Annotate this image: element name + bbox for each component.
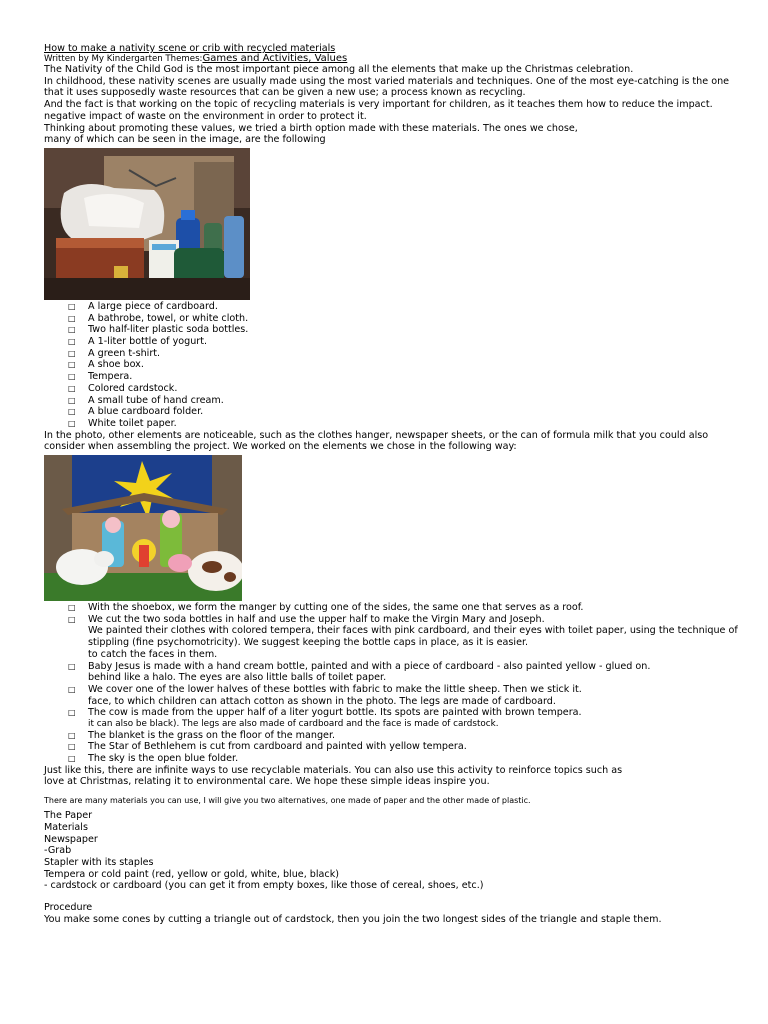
intro-paragraph-5: many of which can be seen in the image, are the following (44, 134, 326, 146)
intro-paragraph-2: In childhood, these nativity scenes are usually made using the most varied materials and techniques. One of the most eye-catching is the one that it uses supposedly waste resources that can be given a new use; a process known as recycling. (44, 75, 730, 99)
list-item: □ A large piece of cardboard. (68, 300, 218, 312)
bullet-icon: □ (68, 360, 76, 370)
bullet-icon: □ (68, 418, 76, 428)
list-item: □ Two half-liter plastic soda bottles. (68, 324, 249, 336)
bullet-icon: □ (68, 684, 76, 694)
list-item: □ The cow is made from the upper half of a liter yogurt bottle. Its spots are painted with brown tempera. it can also be black). The legs are also made of cardboard and the face is made of cardstock. (68, 707, 582, 730)
steps-list (44, 602, 740, 765)
list-item: □ A small tube of hand cream. (68, 394, 224, 406)
bullet-icon: □ (68, 661, 76, 671)
list-item: □ The Star of Bethlehem is cut from cardboard and painted with yellow tempera. (68, 741, 467, 753)
list-item: □ With the shoebox, we form the manger by cutting one of the sides, the same one that serves as a roof. (68, 602, 584, 614)
list-item: □ A bathrobe, towel, or white cloth. (68, 312, 249, 324)
bullet-icon: □ (68, 383, 76, 393)
conclusion-line-2: love at Christmas, relating it to environmental care. We hope these simple ideas inspire you. (44, 776, 490, 788)
bullet-icon: □ (68, 708, 76, 718)
list-item: □ White toilet paper. (68, 417, 177, 429)
intro-paragraph-3: And the fact is that working on the topic of recycling materials is very important for children, as it teaches them how to reduce the impact. negative impact of waste on the environment in order to protect it. (44, 99, 713, 122)
list-item: □ A green t-shirt. (68, 347, 161, 359)
paper-heading: The Paper (44, 810, 93, 822)
list-item: □ The blanket is the grass on the floor of the manger. (68, 729, 336, 741)
category-link[interactable]: Games and Activities, Values (202, 53, 348, 64)
middle-paragraph: In the photo, other elements are noticeable, such as the clothes hanger, newspaper sheets, or the can of formula milk that you could also consider when assembling the project. We worked on the elements we chose in the following way: (44, 429, 709, 453)
spacer (44, 892, 740, 902)
bullet-icon: □ (68, 313, 76, 323)
paper-item: Newspaper (44, 833, 98, 845)
paper-item: -Grab (44, 845, 72, 857)
materials-list (44, 301, 740, 430)
list-item: □ Colored cardstock. (68, 382, 178, 394)
bullet-icon: □ (68, 407, 76, 417)
intro-paragraph-4: Thinking about promoting these values, we tried a birth option made with these materials. The ones we chose, (44, 122, 578, 134)
bullet-icon: □ (68, 325, 76, 335)
bullet-icon: □ (68, 742, 76, 752)
list-item: □ A blue cardboard folder. (68, 406, 204, 418)
list-item: □ Tempera. (68, 371, 133, 383)
paper-materials-heading: Materials (44, 821, 88, 833)
procedure-heading: Procedure (44, 902, 93, 914)
conclusion-line-1: Just like this, there are infinite ways to use recyclable materials. You can also use this activity to reinforce topics such as (44, 764, 623, 776)
list-item: □ Baby Jesus is made with a hand cream bottle, painted and with a piece of cardboard - also painted yellow - glued on. behind like a halo. The eyes are also little balls of toilet paper. (68, 660, 651, 684)
bullet-icon: □ (68, 754, 76, 763)
bullet-icon: □ (68, 603, 76, 613)
materials-photo (44, 148, 250, 300)
list-item: □ A 1-liter bottle of yogurt. (68, 336, 208, 348)
materials-photo-image (44, 148, 250, 300)
list-item: □ We cover one of the lower halves of these bottles with fabric to make the little sheep. Then we stick it. face, to which children can attach cotton as shown in the photo. The legs are made of cardboard. (68, 683, 582, 707)
byline-prefix: Written by My Kindergarten Themes: (44, 54, 203, 64)
bullet-icon: □ (68, 614, 76, 624)
nativity-photo-image (44, 455, 242, 601)
bullet-icon: □ (68, 730, 76, 740)
paper-item: - cardstock or cardboard (you can get it from empty boxes, like those of cereal, shoes, etc.) (44, 880, 484, 892)
byline (44, 54, 740, 64)
list-item: □ The sky is the open blue folder. (68, 753, 239, 764)
nativity-photo (44, 455, 242, 601)
intro-paragraph-1: The Nativity of the Child God is the most important piece among all the elements that make up the Christmas celebration. (44, 64, 634, 75)
paper-item: Tempera or cold paint (red, yellow or gold, white, blue, black) (44, 868, 340, 880)
paper-item: Stapler with its staples (44, 856, 154, 868)
procedure-text: You make some cones by cutting a triangle out of cardstock, then you join the two longest sides of the triangle and staple them. (44, 913, 662, 925)
alternatives-note: There are many materials you can use, I will give you two alternatives, one made of paper and the other made of plastic. (44, 796, 531, 806)
page-title: How to make a nativity scene or crib with recycled materials (44, 43, 336, 54)
document (44, 43, 740, 925)
bullet-icon: □ (68, 372, 76, 382)
bullet-icon: □ (68, 337, 76, 347)
list-item: □ A shoe box. (68, 359, 144, 371)
bullet-icon: □ (68, 395, 76, 405)
list-item: □ We cut the two soda bottles in half and use the upper half to make the Virgin Mary and Joseph. We painted their clothes with colored tempera, their faces with pink cardboard, and their eyes with toilet paper, using the technique of stippling (fine psychomotricity). We suggest keeping the bottle caps in place, as it is easier. to catch the faces in them. (68, 613, 738, 660)
bullet-icon: □ (68, 348, 76, 358)
bullet-icon: □ (68, 301, 76, 311)
